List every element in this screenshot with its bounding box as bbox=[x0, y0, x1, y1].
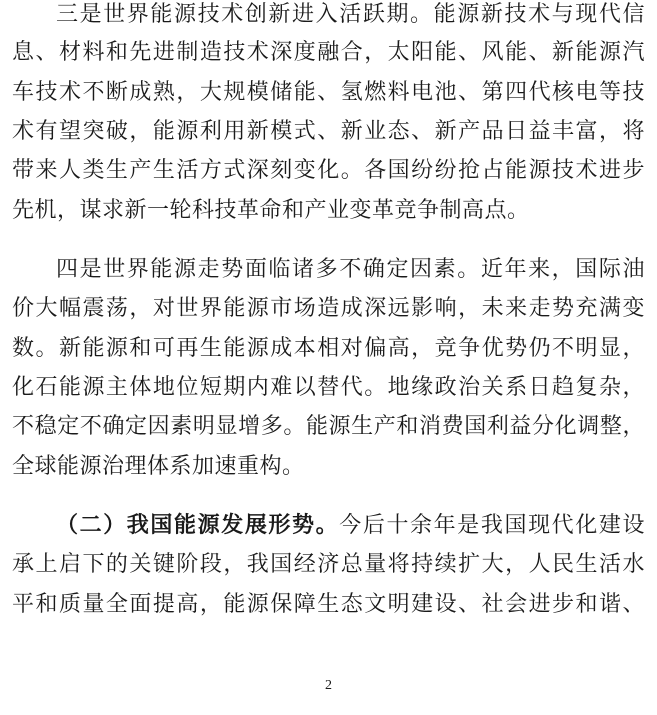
paragraph-3-line-5: 带来人类生产生活方式深刻变化。各国纷纷抢占能源技术进步 bbox=[12, 158, 645, 183]
section-2-line-2: 承上启下的关键阶段，我国经济总量将持续扩大，人民生活水 bbox=[12, 552, 645, 577]
paragraph-3-line-3: 车技术不断成熟，大规模储能、氢燃料电池、第四代核电等技 bbox=[12, 80, 645, 105]
paragraph-4-line-5: 不稳定不确定因素明显增多。能源生产和消费国利益分化调整， bbox=[12, 414, 645, 439]
section-2-heading: （二）我国能源发展形势。 bbox=[56, 513, 340, 538]
section-2-first-line bbox=[56, 507, 645, 545]
section-2-line-3: 平和质量全面提高，能源保障生态文明建设、社会进步和谐、 bbox=[12, 592, 645, 617]
paragraph-4-line-6: 全球能源治理体系加速重构。 bbox=[12, 454, 305, 479]
page-number: 2 bbox=[325, 678, 332, 693]
paragraph-3-line-6: 先机，谋求新一轮科技革命和产业变革竞争制高点。 bbox=[12, 198, 530, 223]
paragraph-3-line-4: 术有望突破，能源利用新模式、新业态、新产品日益丰富，将 bbox=[12, 119, 645, 144]
paragraph-4-line-2: 价大幅震荡，对世界能源市场造成深远影响，未来走势充满变 bbox=[12, 296, 645, 321]
paragraph-3-line-2: 息、材料和先进制造技术深度融合，太阳能、风能、新能源汽 bbox=[12, 40, 645, 65]
section-2-first-line-rest: 今后十余年是我国现代化建设 bbox=[339, 513, 645, 538]
paragraph-3-line-1: 三是世界能源技术创新进入活跃期。能源新技术与现代信 bbox=[56, 2, 645, 27]
paragraph-4-line-3: 数。新能源和可再生能源成本相对偏高，竞争优势仍不明显， bbox=[12, 336, 645, 361]
paragraph-4-line-1: 四是世界能源走势面临诸多不确定因素。近年来，国际油 bbox=[56, 257, 645, 282]
paragraph-4-line-4: 化石能源主体地位短期内难以替代。地缘政治关系日趋复杂， bbox=[12, 375, 645, 400]
